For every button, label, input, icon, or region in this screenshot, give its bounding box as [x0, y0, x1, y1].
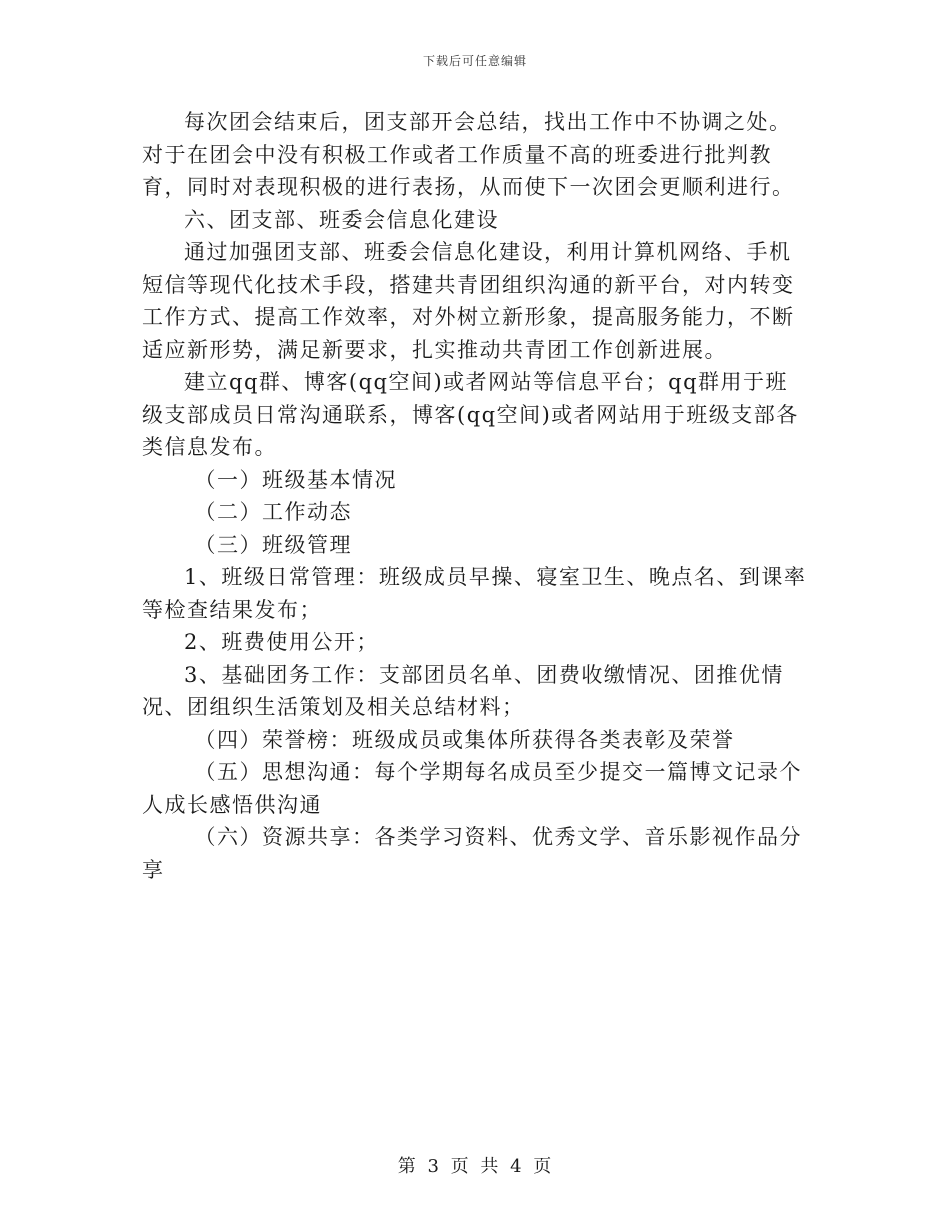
- document-body: [142, 106, 810, 886]
- list-item-honor-board: （四）荣誉榜：班级成员或集体所获得各类表彰及荣誉: [194, 727, 735, 752]
- list-item-work-updates: （二）工作动态: [194, 500, 352, 524]
- list-item-class-basics: （一）班级基本情况: [194, 467, 397, 492]
- list-item-resource-sharing: （六）资源共享：各类学习资料、优秀文学、音乐影视作品分享: [142, 825, 802, 882]
- paragraph-informatization-goal: 通过加强团支部、班委会信息化建设，利用计算机网络、手机短信等现代化技术手段，搭建共青团组织沟通的新平台，对内转变工作方式、提高工作效率，对外树立新形象，提高服务能力，不断适应新形势，满足新要求，扎实推动共青团工作创新进展。: [142, 240, 795, 362]
- page-header: 下载后可任意编辑: [422, 54, 527, 68]
- section-heading-informatization: 六、团支部、班委会信息化建设: [184, 207, 499, 232]
- paragraph-platforms: 建立qq群、博客(qq空间)或者网站等信息平台；qq群用于班级支部成员日常沟通联系，博客(qq空间)或者网站用于班级支部各类信息发布。: [142, 370, 799, 459]
- list-item-class-fee: 2、班费使用公开；: [184, 630, 379, 654]
- page-number-footer: 第 3 页 共 4 页: [397, 1156, 553, 1177]
- list-item-class-management: （三）班级管理: [194, 532, 352, 557]
- paragraph-team-meeting-summary: 每次团会结束后，团支部开会总结，找出工作中不协调之处。对于在团会中没有积极工作或者工作质量不高的班委进行批判教育，同时对表现积极的进行表扬，从而使下一次团会更顺利进行。: [142, 110, 795, 199]
- list-item-league-affairs: 3、基础团务工作：支部团员名单、团费收缴情况、团推优情况、团组织生活策划及相关总结材料；: [142, 662, 784, 719]
- list-item-daily-management: 1、班级日常管理：班级成员早操、寝室卫生、晚点名、到课率等检查结果发布；: [142, 565, 807, 622]
- list-item-thought-communication: （五）思想沟通：每个学期每名成员至少提交一篇博文记录个人成长感悟供沟通: [142, 760, 802, 817]
